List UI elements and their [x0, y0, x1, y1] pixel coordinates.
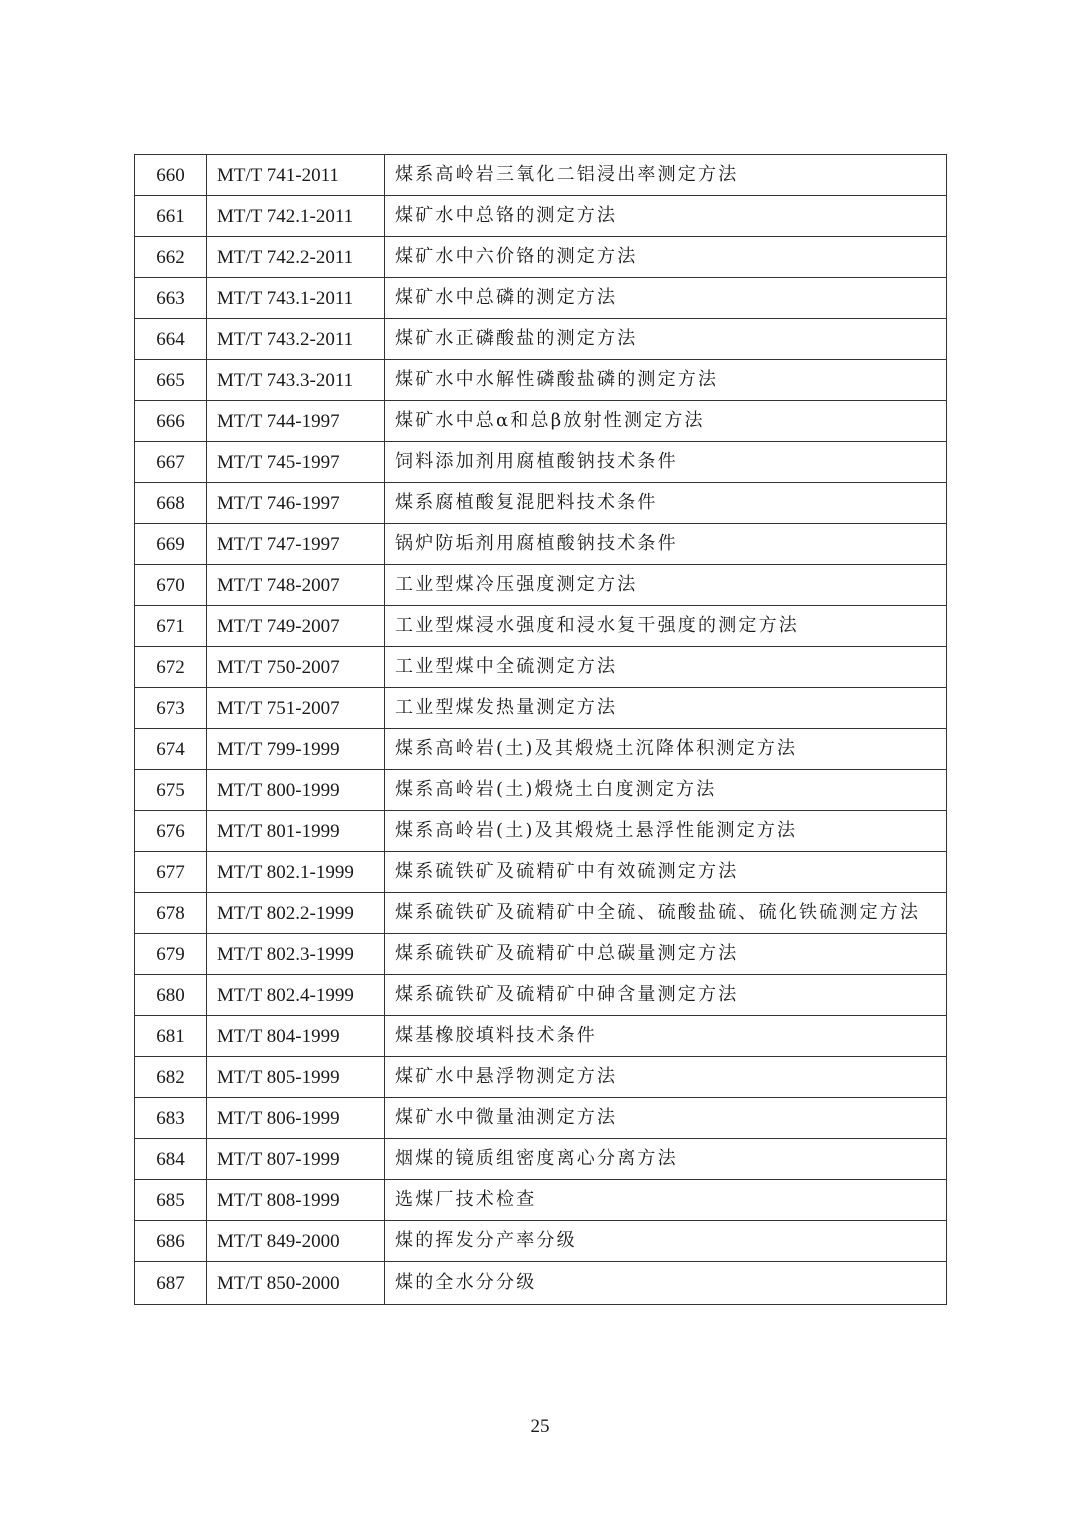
page-number: 25	[530, 1416, 550, 1437]
standard-name-cell: 煤的挥发分产率分级	[385, 1221, 947, 1262]
table-row	[135, 852, 947, 893]
table-body	[135, 155, 947, 1305]
table-row	[135, 975, 947, 1016]
standard-code-cell: MT/T 805-1999	[207, 1057, 385, 1098]
table-row	[135, 1221, 947, 1262]
standards-table	[134, 154, 947, 1305]
seq-cell: 678	[135, 893, 207, 934]
table-row	[135, 647, 947, 688]
table-row	[135, 278, 947, 319]
seq-cell: 684	[135, 1139, 207, 1180]
table-row	[135, 1139, 947, 1180]
seq-cell: 677	[135, 852, 207, 893]
standard-code-cell: MT/T 804-1999	[207, 1016, 385, 1057]
table-row	[135, 934, 947, 975]
seq-cell: 664	[135, 319, 207, 360]
seq-cell: 681	[135, 1016, 207, 1057]
standard-code-cell: MT/T 800-1999	[207, 770, 385, 811]
standard-code-cell: MT/T 749-2007	[207, 606, 385, 647]
standard-name-cell: 工业型煤冷压强度测定方法	[385, 565, 947, 606]
standard-code-cell: MT/T 802.1-1999	[207, 852, 385, 893]
seq-cell: 676	[135, 811, 207, 852]
standard-name-cell: 煤系高岭岩三氧化二铝浸出率测定方法	[385, 155, 947, 196]
seq-cell: 660	[135, 155, 207, 196]
standard-name-cell: 煤系硫铁矿及硫精矿中全硫、硫酸盐硫、硫化铁硫测定方法	[385, 893, 947, 934]
standard-name-cell: 煤系硫铁矿及硫精矿中有效硫测定方法	[385, 852, 947, 893]
table-row	[135, 729, 947, 770]
table-row	[135, 565, 947, 606]
standard-code-cell: MT/T 806-1999	[207, 1098, 385, 1139]
table-row	[135, 401, 947, 442]
table-row	[135, 360, 947, 401]
table-row	[135, 688, 947, 729]
seq-cell: 683	[135, 1098, 207, 1139]
standard-name-cell: 煤矿水正磷酸盐的测定方法	[385, 319, 947, 360]
seq-cell: 671	[135, 606, 207, 647]
standard-code-cell: MT/T 747-1997	[207, 524, 385, 565]
standard-name-cell: 煤矿水中总磷的测定方法	[385, 278, 947, 319]
standard-name-cell: 煤的全水分分级	[385, 1262, 947, 1305]
table-row	[135, 237, 947, 278]
table-row	[135, 770, 947, 811]
table-row	[135, 811, 947, 852]
seq-cell: 682	[135, 1057, 207, 1098]
seq-cell: 673	[135, 688, 207, 729]
standard-name-cell: 锅炉防垢剂用腐植酸钠技术条件	[385, 524, 947, 565]
seq-cell: 672	[135, 647, 207, 688]
standard-code-cell: MT/T 746-1997	[207, 483, 385, 524]
standard-code-cell: MT/T 802.3-1999	[207, 934, 385, 975]
standard-name-cell: 煤系高岭岩(土)及其煅烧土沉降体积测定方法	[385, 729, 947, 770]
seq-cell: 666	[135, 401, 207, 442]
seq-cell: 674	[135, 729, 207, 770]
standard-code-cell: MT/T 808-1999	[207, 1180, 385, 1221]
standard-name-cell: 煤系高岭岩(土)及其煅烧土悬浮性能测定方法	[385, 811, 947, 852]
standard-name-cell: 工业型煤中全硫测定方法	[385, 647, 947, 688]
standard-name-cell: 烟煤的镜质组密度离心分离方法	[385, 1139, 947, 1180]
seq-cell: 685	[135, 1180, 207, 1221]
table-row	[135, 1262, 947, 1305]
seq-cell: 663	[135, 278, 207, 319]
standard-code-cell: MT/T 742.2-2011	[207, 237, 385, 278]
table-row	[135, 893, 947, 934]
seq-cell: 687	[135, 1262, 207, 1305]
seq-cell: 679	[135, 934, 207, 975]
standard-name-cell: 工业型煤发热量测定方法	[385, 688, 947, 729]
standard-name-cell: 煤系硫铁矿及硫精矿中总碳量测定方法	[385, 934, 947, 975]
standard-code-cell: MT/T 750-2007	[207, 647, 385, 688]
seq-cell: 667	[135, 442, 207, 483]
standard-name-cell: 工业型煤浸水强度和浸水复干强度的测定方法	[385, 606, 947, 647]
standard-code-cell: MT/T 849-2000	[207, 1221, 385, 1262]
standard-code-cell: MT/T 742.1-2011	[207, 196, 385, 237]
table-row	[135, 196, 947, 237]
standard-name-cell: 煤系硫铁矿及硫精矿中砷含量测定方法	[385, 975, 947, 1016]
table-row	[135, 606, 947, 647]
standard-code-cell: MT/T 850-2000	[207, 1262, 385, 1305]
seq-cell: 675	[135, 770, 207, 811]
standard-code-cell: MT/T 751-2007	[207, 688, 385, 729]
standard-name-cell: 煤矿水中水解性磷酸盐磷的测定方法	[385, 360, 947, 401]
standard-name-cell: 煤矿水中悬浮物测定方法	[385, 1057, 947, 1098]
standard-code-cell: MT/T 741-2011	[207, 155, 385, 196]
standard-name-cell: 煤矿水中总α和总β放射性测定方法	[385, 401, 947, 442]
table-row	[135, 524, 947, 565]
table-row	[135, 1180, 947, 1221]
standard-name-cell: 煤系腐植酸复混肥料技术条件	[385, 483, 947, 524]
table-row	[135, 1016, 947, 1057]
standard-name-cell: 煤系高岭岩(土)煅烧土白度测定方法	[385, 770, 947, 811]
table-row	[135, 155, 947, 196]
table-row	[135, 319, 947, 360]
standard-code-cell: MT/T 744-1997	[207, 401, 385, 442]
table-row	[135, 1098, 947, 1139]
table-row	[135, 483, 947, 524]
seq-cell: 670	[135, 565, 207, 606]
seq-cell: 661	[135, 196, 207, 237]
standard-code-cell: MT/T 748-2007	[207, 565, 385, 606]
seq-cell: 662	[135, 237, 207, 278]
seq-cell: 686	[135, 1221, 207, 1262]
standard-name-cell: 饲料添加剂用腐植酸钠技术条件	[385, 442, 947, 483]
standard-name-cell: 煤矿水中总铬的测定方法	[385, 196, 947, 237]
standard-name-cell: 煤矿水中六价铬的测定方法	[385, 237, 947, 278]
seq-cell: 665	[135, 360, 207, 401]
seq-cell: 669	[135, 524, 207, 565]
standard-code-cell: MT/T 799-1999	[207, 729, 385, 770]
table-row	[135, 1057, 947, 1098]
seq-cell: 668	[135, 483, 207, 524]
standard-code-cell: MT/T 743.2-2011	[207, 319, 385, 360]
standard-name-cell: 煤矿水中微量油测定方法	[385, 1098, 947, 1139]
standard-code-cell: MT/T 802.4-1999	[207, 975, 385, 1016]
standard-code-cell: MT/T 743.1-2011	[207, 278, 385, 319]
standard-code-cell: MT/T 745-1997	[207, 442, 385, 483]
seq-cell: 680	[135, 975, 207, 1016]
standard-code-cell: MT/T 801-1999	[207, 811, 385, 852]
standard-code-cell: MT/T 802.2-1999	[207, 893, 385, 934]
standard-code-cell: MT/T 807-1999	[207, 1139, 385, 1180]
table-row	[135, 442, 947, 483]
standard-code-cell: MT/T 743.3-2011	[207, 360, 385, 401]
standard-name-cell: 选煤厂技术检查	[385, 1180, 947, 1221]
standard-name-cell: 煤基橡胶填料技术条件	[385, 1016, 947, 1057]
